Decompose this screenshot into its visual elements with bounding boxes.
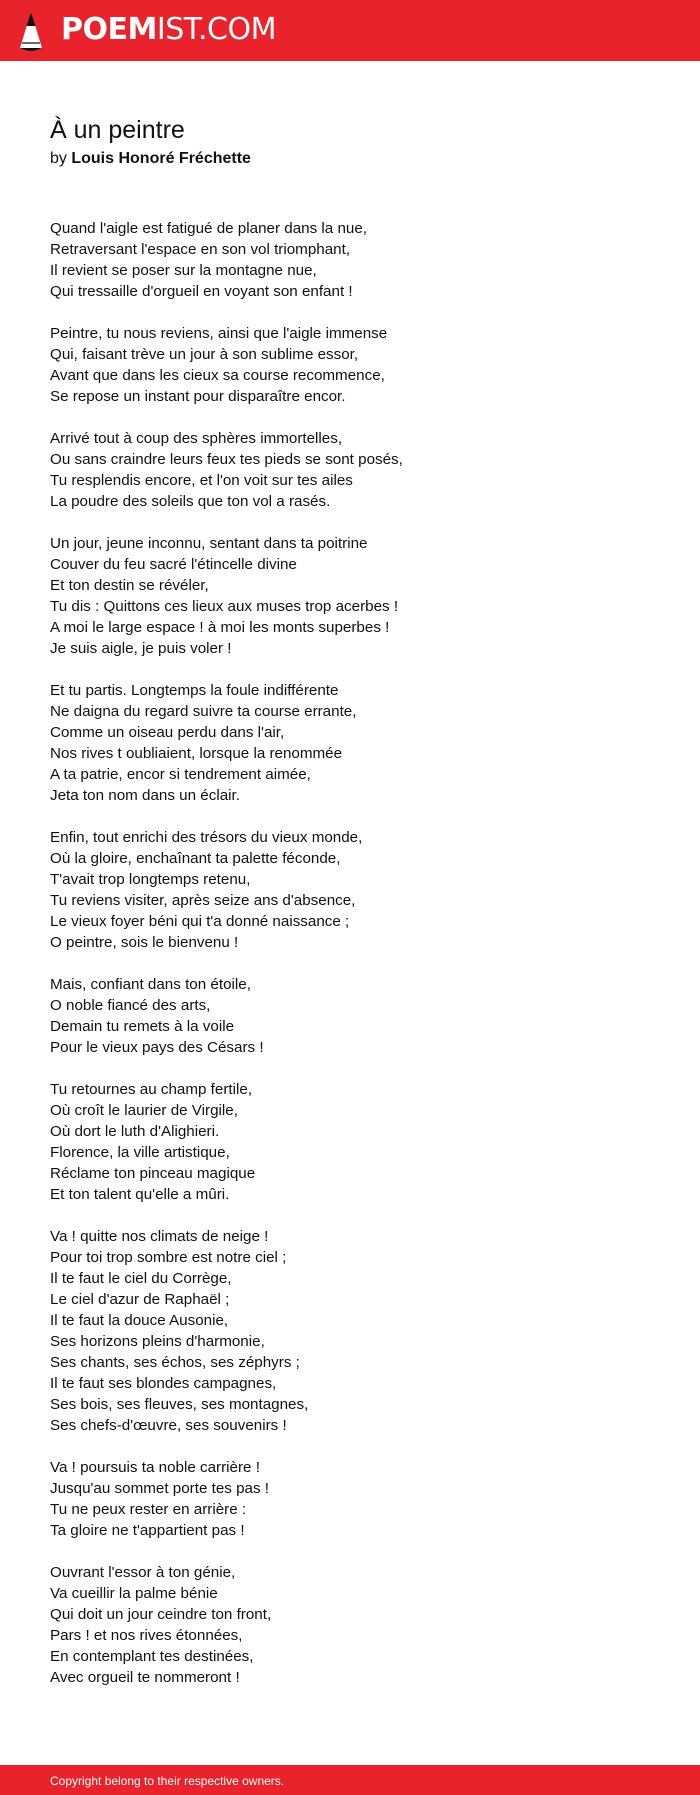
poem-line: Jeta ton nom dans un éclair. [50, 787, 240, 804]
poem-line: Tu retournes au champ fertile, [50, 1081, 253, 1098]
poem-line: Mais, confiant dans ton étoile, [50, 976, 251, 993]
site-header [0, 0, 700, 61]
poem-line: Enfin, tout enrichi des trésors du vieux monde, [50, 829, 363, 846]
poem-line: Retraversant l'espace en son vol triomphant, [50, 241, 351, 258]
poem-line: Peintre, tu nous reviens, ainsi que l'aigle immense [50, 325, 388, 342]
poem-line: Le ciel d'azur de Raphaël ; [50, 1291, 230, 1308]
poem-line: Ses bois, ses fleuves, ses montagnes, [50, 1396, 309, 1413]
poem-stanza [50, 680, 650, 806]
poem-line: Ne daigna du regard suivre ta course errante, [50, 703, 357, 720]
poem-line: Pars ! et nos rives étonnées, [50, 1627, 243, 1644]
site-logo[interactable] [61, 11, 276, 49]
poem-line: Quand l'aigle est fatigué de planer dans la nue, [50, 220, 368, 237]
poem-line: A ta patrie, encor si tendrement aimée, [50, 766, 311, 783]
poem-line: Tu ne peux rester en arrière : [50, 1501, 247, 1518]
poem-line: Où dort le luth d'Alighieri. [50, 1123, 220, 1140]
poem-line: Je suis aigle, je puis voler ! [50, 640, 232, 657]
site-footer [0, 1765, 700, 1795]
poem-line: Tu dis : Quittons ces lieux aux muses trop acerbes ! [50, 598, 399, 615]
poem-stanza [50, 428, 650, 512]
copyright-text: Copyright belong to their respective owners. [50, 1774, 285, 1788]
poem-line: Tu resplendis encore, et l'on voit sur tes ailes [50, 472, 353, 489]
poem-line: T'avait trop longtemps retenu, [50, 871, 251, 888]
by-label: by [50, 150, 67, 167]
poem-line: Qui, faisant trève un jour à son sublime essor, [50, 346, 359, 363]
poem-line: Florence, la ville artistique, [50, 1144, 230, 1161]
poem-line: Jusqu'au sommet porte tes pas ! [50, 1480, 270, 1497]
poem-line: Arrivé tout à coup des sphères immortelles, [50, 430, 343, 447]
poem-line: Nos rives t oubliaient, lorsque la renommée [50, 745, 343, 762]
poem-line: En contemplant tes destinées, [50, 1648, 254, 1665]
poem-line: Il revient se poser sur la montagne nue, [50, 262, 317, 279]
poem-line: Un jour, jeune inconnu, sentant dans ta poitrine [50, 535, 368, 552]
poem-line: Pour toi trop sombre est notre ciel ; [50, 1249, 287, 1266]
poem-line: Ta gloire ne t'appartient pas ! [50, 1522, 245, 1539]
poem-line: O noble fiancé des arts, [50, 997, 211, 1014]
poem-line: Où la gloire, enchaînant ta palette féconde, [50, 850, 341, 867]
poem-stanza [50, 827, 650, 953]
poem-line: Ouvrant l'essor à ton génie, [50, 1564, 236, 1581]
poem-line: Ses chefs-d'œuvre, ses souvenirs ! [50, 1417, 287, 1434]
poem-line: Le vieux foyer béni qui t'a donné naissance ; [50, 913, 350, 930]
poem-stanza [50, 533, 650, 659]
poem-line: Où croît le laurier de Virgile, [50, 1102, 238, 1119]
poem-stanza [50, 218, 650, 302]
poem-line: Comme un oiseau perdu dans l'air, [50, 724, 285, 741]
poem-line: Avec orgueil te nommeront ! [50, 1669, 240, 1686]
poem-line: A moi le large espace ! à moi les monts superbes ! [50, 619, 390, 636]
poem-line: Il te faut ses blondes campagnes, [50, 1375, 277, 1392]
poem-line: Réclame ton pinceau magique [50, 1165, 256, 1182]
poem-line: Avant que dans les cieux sa course recommence, [50, 367, 385, 384]
poem-line: Il te faut la douce Ausonie, [50, 1312, 229, 1329]
poem-stanza [50, 323, 650, 407]
poem-stanza [50, 1562, 650, 1688]
poem-line: Va cueillir la palme bénie [50, 1585, 218, 1602]
poem-stanza [50, 1226, 650, 1436]
poem-line: Demain tu remets à la voile [50, 1018, 235, 1035]
poem-line: La poudre des soleils que ton vol a rasés. [50, 493, 331, 510]
poem-line: Et tu partis. Longtemps la foule indifférente [50, 682, 339, 699]
poem-line: Couver du feu sacré l'étincelle divine [50, 556, 297, 573]
byline [50, 148, 251, 170]
author-name[interactable]: Louis Honoré Fréchette [71, 150, 251, 167]
poem-title: À un peintre [50, 116, 185, 144]
poem-line: Qui doit un jour ceindre ton front, [50, 1606, 272, 1623]
poem-line: O peintre, sois le bienvenu ! [50, 934, 239, 951]
poem-stanza [50, 974, 650, 1058]
pencil-tip-icon[interactable] [18, 10, 44, 52]
poem-body [50, 218, 650, 1709]
poem-line: Ses chants, ses échos, ses zéphyrs ; [50, 1354, 300, 1371]
logo-light-part: IST.COM [156, 12, 276, 47]
poem-line: Va ! quitte nos climats de neige ! [50, 1228, 269, 1245]
poem-line: Il te faut le ciel du Corrège, [50, 1270, 232, 1287]
poem-line: Tu reviens visiter, après seize ans d'absence, [50, 892, 356, 909]
poem-line: Et ton destin se révéler, [50, 577, 209, 594]
poem-line: Se repose un instant pour disparaître encor. [50, 388, 346, 405]
poem-line: Ses horizons pleins d'harmonie, [50, 1333, 265, 1350]
poem-line: Va ! poursuis ta noble carrière ! [50, 1459, 260, 1476]
poem-stanza [50, 1079, 650, 1205]
poem-line: Et ton talent qu'elle a mûri. [50, 1186, 230, 1203]
poem-stanza [50, 1457, 650, 1541]
poem-line: Qui tressaille d'orgueil en voyant son enfant ! [50, 283, 353, 300]
poem-line: Ou sans craindre leurs feux tes pieds se sont posés, [50, 451, 403, 468]
poem-line: Pour le vieux pays des Césars ! [50, 1039, 264, 1056]
logo-bold-part: POEM [61, 12, 157, 47]
